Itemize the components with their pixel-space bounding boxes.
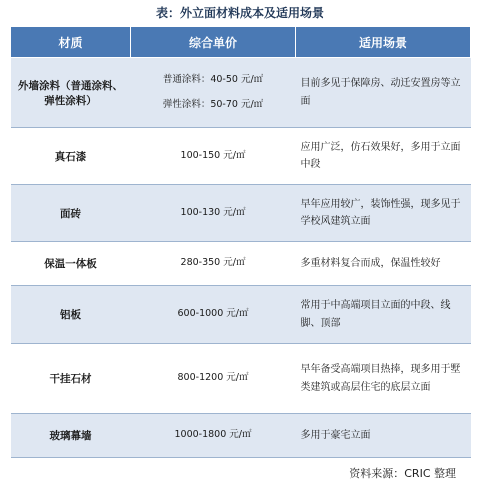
- cost-value: 100-130 元/㎡: [180, 206, 246, 218]
- cost-cell: [131, 242, 296, 286]
- table-title: 表：外立面材料成本及适用场景: [155, 6, 324, 20]
- application-cell: 多重材料复合而成，保温性较好: [296, 242, 471, 286]
- table-row: [11, 414, 471, 458]
- cost-cell: [131, 344, 296, 414]
- application-cell: 早年应用较广，装饰性强，现多见于学校风建筑立面: [296, 185, 471, 242]
- cost-value: 1000-1800 元/㎡: [174, 429, 252, 441]
- cost-value: 800-1200 元/㎡: [177, 372, 249, 384]
- cost-cell: [131, 128, 296, 185]
- material-cell: 面砖: [11, 185, 131, 242]
- material-cell: 玻璃幕墙: [11, 414, 131, 458]
- table-row: [11, 185, 471, 242]
- cost-value: 普通涂料：40-50 元/㎡: [162, 74, 264, 86]
- cost-cell: [131, 414, 296, 458]
- material-cell: 真石漆: [11, 128, 131, 185]
- cost-value: 280-350 元/㎡: [180, 257, 246, 269]
- header-material: 材质: [11, 27, 131, 58]
- table-row: [11, 344, 471, 414]
- cost-cell: [131, 185, 296, 242]
- table-header-row: [11, 27, 471, 58]
- table-row: [11, 58, 471, 128]
- application-cell: 多用于豪宅立面: [296, 414, 471, 458]
- cost-cell: [131, 58, 296, 128]
- material-cell: 保温一体板: [11, 242, 131, 286]
- source-note: 资料来源：CRIC 整理: [349, 467, 456, 480]
- header-unit-price: 综合单价: [131, 27, 296, 58]
- material-cell: 铝板: [11, 286, 131, 344]
- material-cell: 外墙涂料（普通涂料、弹性涂料）: [11, 58, 131, 128]
- materials-cost-table: [10, 26, 471, 458]
- cost-value: 弹性涂料：50-70 元/㎡: [162, 98, 264, 110]
- cost-value: 100-150 元/㎡: [180, 149, 246, 161]
- material-cell: 干挂石材: [11, 344, 131, 414]
- cost-cell: [131, 286, 296, 344]
- application-cell: 应用广泛，仿石效果好，多用于立面中段: [296, 128, 471, 185]
- application-cell: 目前多见于保障房、动迁安置房等立面: [296, 58, 471, 128]
- application-cell: 常用于中高端项目立面的中段、线脚、顶部: [296, 286, 471, 344]
- application-cell: 早年备受高端项目热捧，现多用于墅类建筑或高层住宅的底层立面: [296, 344, 471, 414]
- table-row: [11, 128, 471, 185]
- table-row: [11, 242, 471, 286]
- header-application: 适用场景: [296, 27, 471, 58]
- cost-value: 600-1000 元/㎡: [177, 308, 249, 320]
- table-row: [11, 286, 471, 344]
